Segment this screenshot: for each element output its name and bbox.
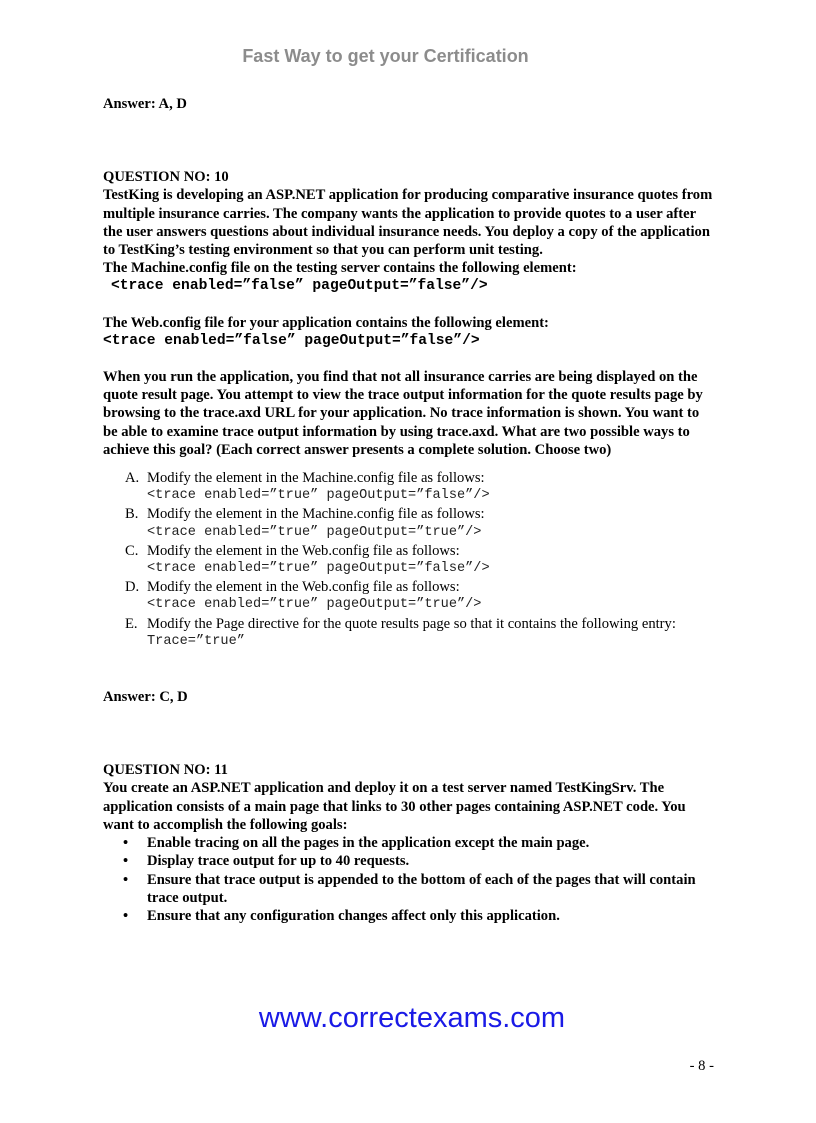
- option-text: Modify the element in the Web.config file as follows:: [147, 579, 460, 596]
- spacer: [103, 350, 713, 368]
- machine-config-text: The Machine.config file on the testing server contains the following element:: [103, 260, 577, 277]
- option-code: Trace=”true”: [147, 633, 245, 649]
- option-b: [103, 505, 713, 541]
- previous-answer: Answer: A, D: [103, 96, 187, 112]
- answer-options: [103, 469, 713, 651]
- option-code: <trace enabled=”true” pageOutput=”false”/>: [147, 561, 490, 577]
- option-d: [103, 578, 713, 614]
- option-letter: E.: [125, 615, 138, 632]
- spacer: [103, 113, 713, 168]
- bullet-icon: •: [123, 835, 129, 852]
- spacer: [103, 459, 713, 469]
- goals-list: [103, 834, 713, 925]
- option-letter: D.: [125, 579, 140, 596]
- option-code: <trace enabled=”true” pageOutput=”true”/>: [147, 597, 482, 613]
- option-text: Modify the element in the Machine.config file as follows:: [147, 470, 485, 487]
- option-c: [103, 542, 713, 578]
- option-text: Modify the element in the Machine.config file as follows:: [147, 506, 485, 523]
- option-text: Modify the Page directive for the quote results page so that it contains the following entry:: [147, 615, 676, 632]
- option-e: [103, 615, 713, 651]
- option-letter: A.: [125, 470, 140, 487]
- web-config-code: <trace enabled=”false” pageOutput=”false”/>: [103, 332, 480, 349]
- goal-text: Ensure that trace output is appended to the bottom of each of the pages that will contain trace output.: [147, 871, 696, 906]
- option-text: Modify the element in the Web.config file as follows:: [147, 542, 460, 559]
- bullet-icon: •: [123, 871, 129, 888]
- spacer: [103, 296, 713, 314]
- goal-text: Enable tracing on all the pages in the application except the main page.: [147, 835, 590, 852]
- question-10-intro: TestKing is developing an ASP.NET application for producing comparative insurance quotes from multiple insurance carries. The company wants the application to provide quotes to a user after the user answers questions about individual insurance needs. You deploy a copy of the application to TestKing’s testing environment so that you can perform unit testing.: [103, 187, 713, 259]
- option-code: <trace enabled=”true” pageOutput=”false”/>: [147, 488, 490, 504]
- bullet-icon: •: [123, 853, 129, 870]
- machine-config-code: <trace enabled=”false” pageOutput=”false”/>: [111, 278, 488, 295]
- question-11-title: QUESTION NO: 11: [103, 762, 228, 779]
- footer-website-link[interactable]: www.correctexams.com: [258, 1002, 566, 1034]
- goal-item: [103, 907, 713, 925]
- option-letter: B.: [125, 506, 139, 523]
- web-config-text: The Web.config file for your application contains the following element:: [103, 314, 549, 331]
- option-a: [103, 469, 713, 505]
- question-10-title: QUESTION NO: 10: [103, 169, 229, 186]
- document-body: [103, 95, 713, 925]
- option-letter: C.: [125, 542, 139, 559]
- goal-item: [103, 871, 713, 907]
- page-number: - 8 -: [689, 1058, 714, 1074]
- question-11-intro: You create an ASP.NET application and deploy it on a test server named TestKingSrv. The application consists of a main page that links to 30 other pages containing ASP.NET code. You want to accomplish the following goals:: [103, 780, 686, 833]
- goal-text: Ensure that any configuration changes affect only this application.: [147, 907, 560, 924]
- goal-text: Display trace output for up to 40 requests.: [147, 853, 410, 870]
- goal-item: [103, 852, 713, 870]
- question-10-problem: When you run the application, you find that not all insurance carries are being displayed on the quote result page. You attempt to view the trace output information for the quote results page by browsing to the trace.axd URL for your application. No trace information is shown. You want to be able to examine trace output information by using trace.axd. What are two possible ways to achieve this goal? (Each correct answer presents a complete solution. Choose two): [103, 369, 703, 458]
- page-header-title: Fast Way to get your Certification: [242, 46, 529, 66]
- spacer: [103, 651, 713, 688]
- question-10-answer: Answer: C, D: [103, 689, 188, 706]
- spacer: [103, 706, 713, 761]
- goal-item: [103, 834, 713, 852]
- option-code: <trace enabled=”true” pageOutput=”true”/>: [147, 524, 482, 540]
- bullet-icon: •: [123, 907, 129, 924]
